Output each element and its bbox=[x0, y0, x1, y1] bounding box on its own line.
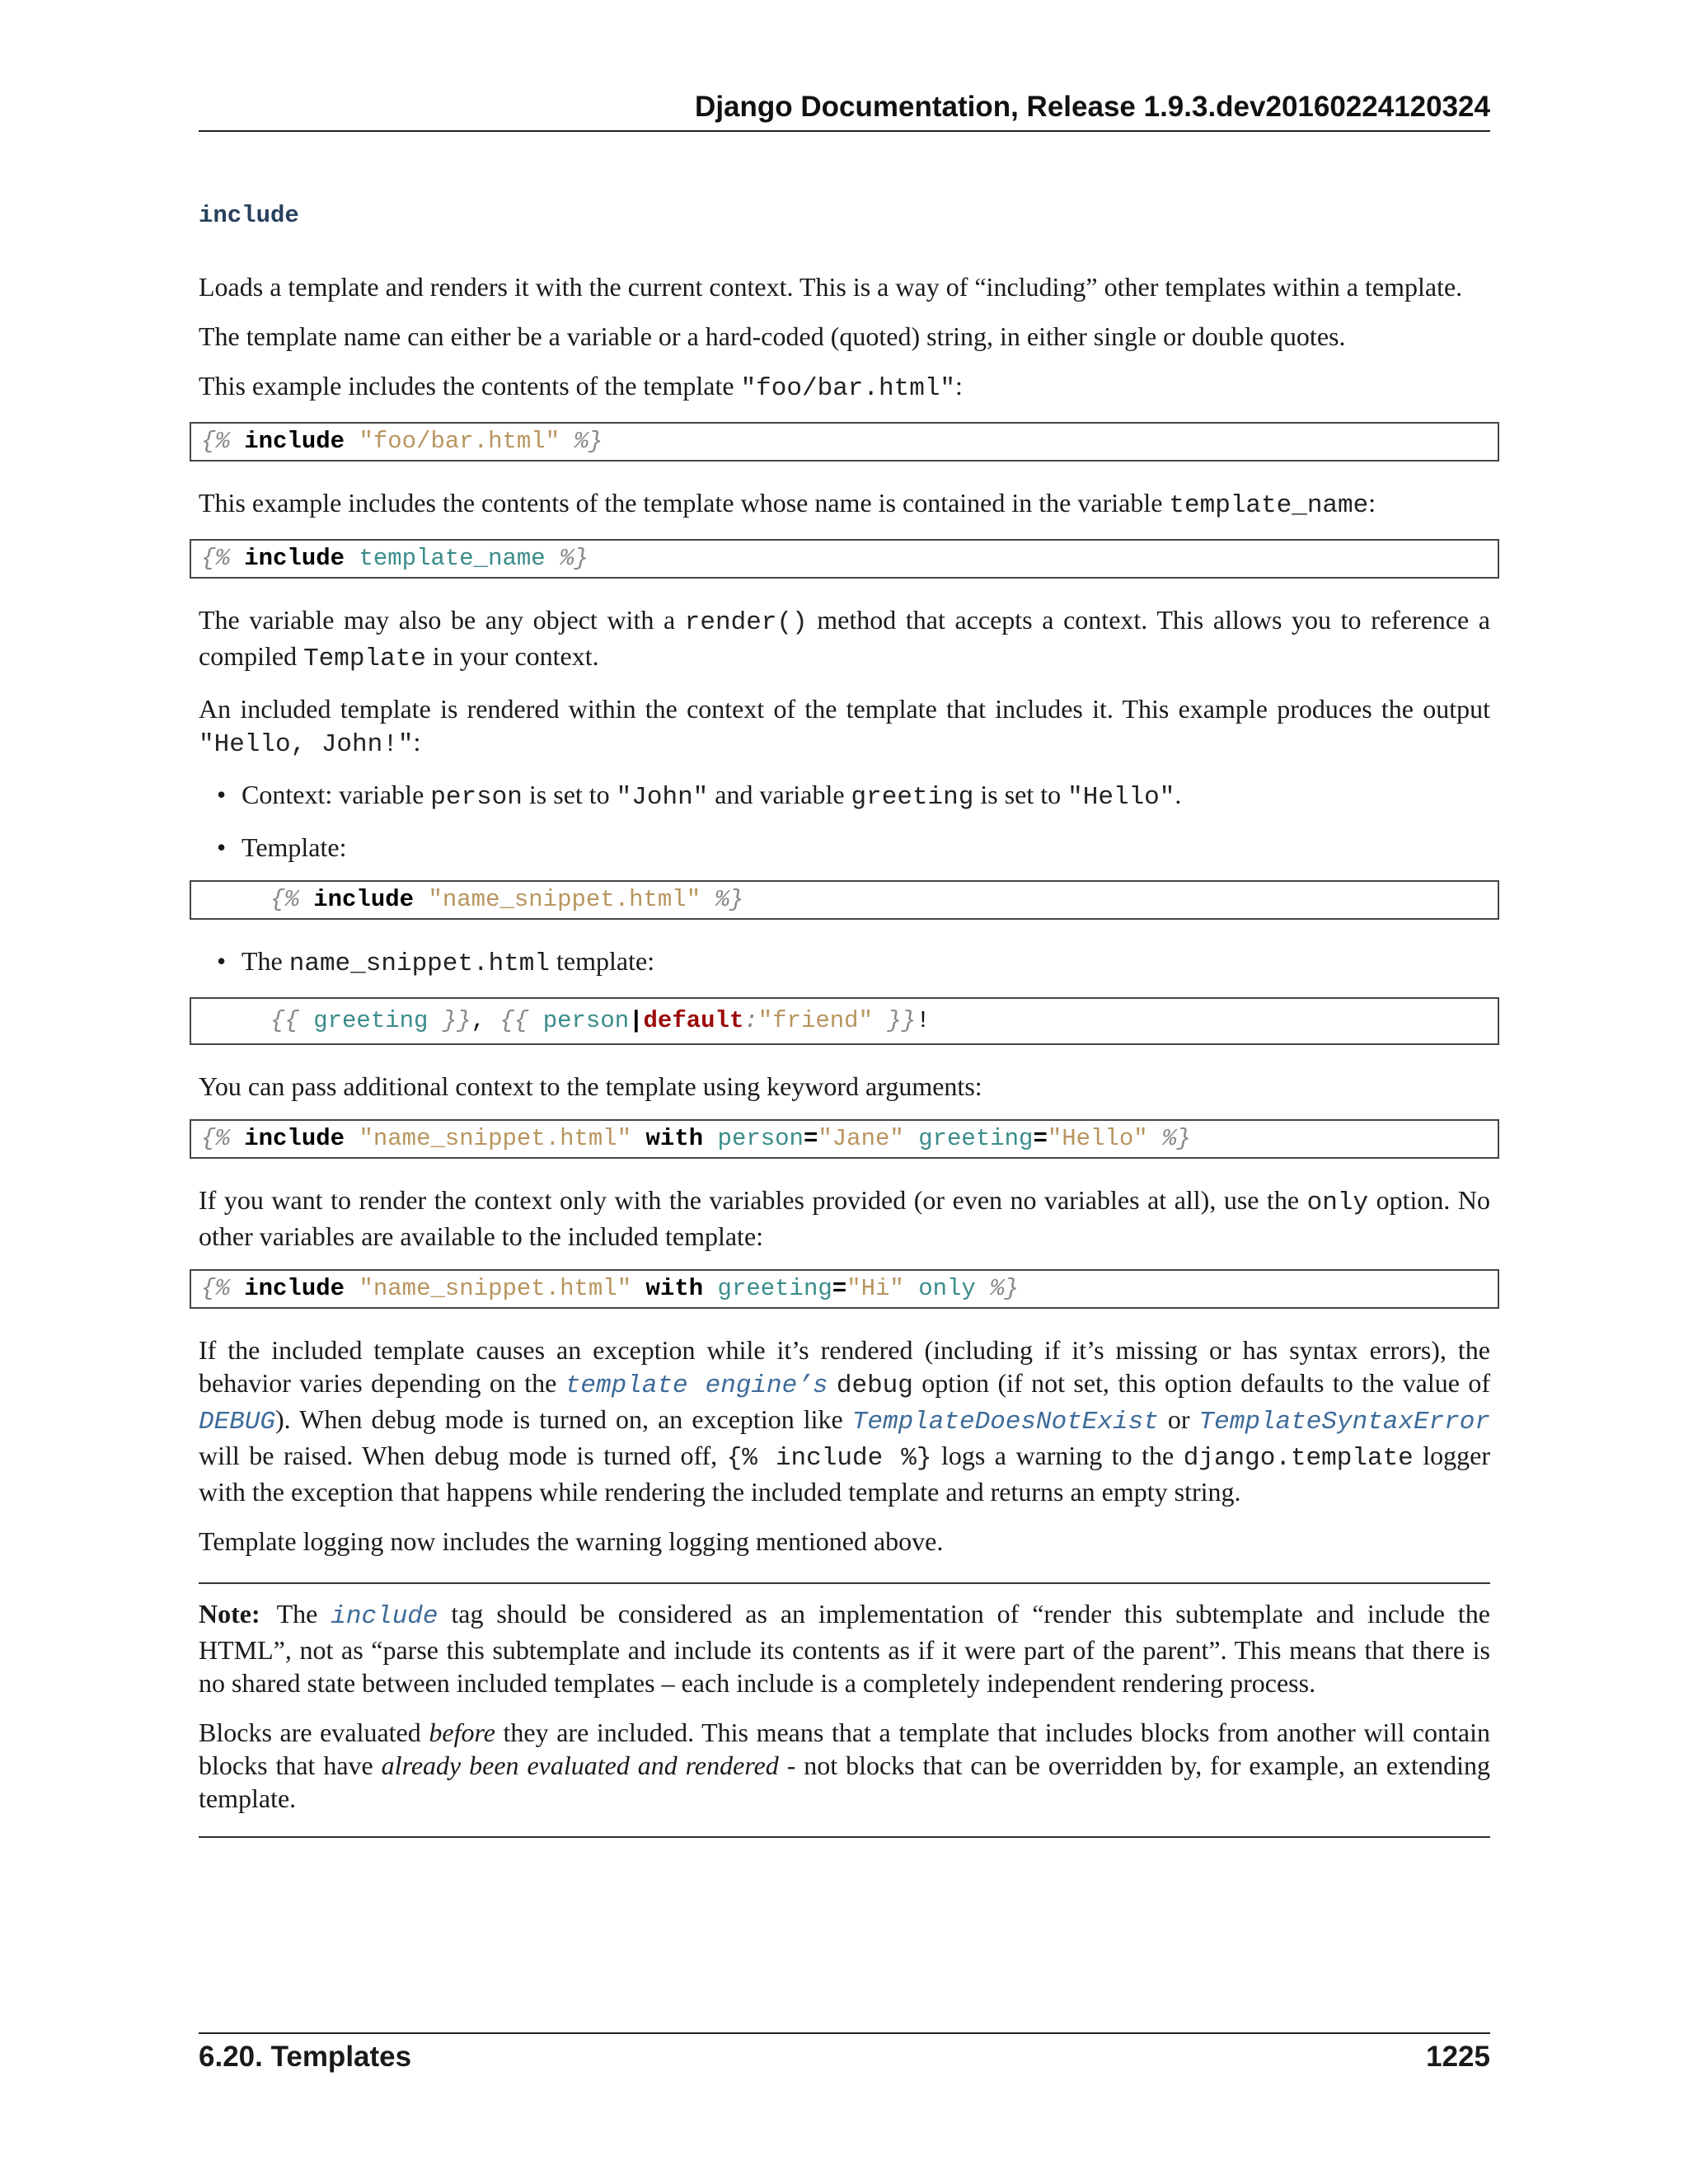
example-paragraph-2: This example includes the contents of the template whose name is contained in the variable template_name: bbox=[199, 488, 1376, 520]
footer-section: 6.20. Templates bbox=[199, 2041, 412, 2073]
code-block-3: {% include "name_snippet.html" %} bbox=[190, 880, 1499, 920]
inline-code: render() bbox=[684, 608, 808, 637]
main-content bbox=[199, 202, 1490, 1838]
only-option-paragraph: If you want to render the context only with the variables provided (or even no variables at all), use the only option. No other variables are available to the included template: bbox=[199, 1185, 1491, 1251]
note-paragraph-1: Note: The include tag should be considered as an implementation of “render this subtemplate and include the HTML”, not as “parse this subtemplate and include its contents as if it were part of the parent”. This means that there is no shared state between included templates – each include is a completely independent rendering process. bbox=[199, 1599, 1491, 1698]
context-paragraph: An included template is rendered within the context of the template that includes it. This example produces the output "Hello, John!": bbox=[199, 694, 1490, 759]
debug-setting-link[interactable]: DEBUG bbox=[199, 1408, 276, 1436]
code-block-5: {% include "name_snippet.html" with person="Jane" greeting="Hello" %} bbox=[190, 1119, 1499, 1159]
code-block-6: {% include "name_snippet.html" with greeting="Hi" only %} bbox=[190, 1269, 1499, 1309]
footer-divider bbox=[199, 2032, 1490, 2034]
logging-paragraph: Template logging now includes the warning logging mentioned above. bbox=[199, 1526, 944, 1556]
page-number: 1225 bbox=[1426, 2041, 1490, 2073]
snippet-bullet-list bbox=[199, 944, 1490, 981]
inline-code: only bbox=[1306, 1188, 1369, 1217]
inline-code: Template bbox=[303, 644, 426, 673]
example-bullet-list bbox=[199, 778, 1490, 864]
code-block-4: {{ greeting }}, {{ person|default:"friend" }}! bbox=[190, 997, 1499, 1045]
inline-code: template_name bbox=[1169, 491, 1369, 520]
list-item: • The name_snippet.html template: bbox=[217, 946, 655, 978]
header-divider bbox=[199, 130, 1490, 132]
keyword-args-paragraph: You can pass additional context to the template using keyword arguments: bbox=[199, 1071, 982, 1101]
template-engine-link[interactable]: template engine’s bbox=[565, 1371, 828, 1400]
list-item: • Context: variable person is set to "John" and variable greeting is set to "Hello". bbox=[217, 780, 1182, 812]
template-syntax-error-link[interactable]: TemplateSyntaxError bbox=[1198, 1408, 1491, 1436]
section-heading: include bbox=[199, 202, 299, 229]
template-name-paragraph: The template name can either be a variable or a hard-coded (quoted) string, in either single or double quotes. bbox=[199, 321, 1346, 351]
intro-paragraph: Loads a template and renders it with the current context. This is a way of “including” other templates within a template. bbox=[199, 272, 1463, 302]
note-paragraph-2: Blocks are evaluated before they are included. This means that a template that includes blocks from another will contain blocks that have already been evaluated and rendered - not blocks that can be overridden by, for example, an extending template. bbox=[199, 1718, 1491, 1813]
example-paragraph-1: This example includes the contents of the template "foo/bar.html": bbox=[199, 371, 963, 403]
page-footer bbox=[199, 2041, 1490, 2074]
page-header: Django Documentation, Release 1.9.3.dev20160224120324 bbox=[695, 91, 1490, 123]
inline-code: "Hello, John!" bbox=[199, 730, 414, 759]
template-does-not-exist-link[interactable]: TemplateDoesNotExist bbox=[851, 1408, 1159, 1436]
note-label: Note: bbox=[199, 1599, 260, 1629]
code-block-1: {% include "foo/bar.html" %} bbox=[190, 422, 1499, 462]
exception-paragraph: If the included template causes an exception while it’s rendered (including if it’s missing or has syntax errors), the behavior varies depending on the template engine’s debug option (if not set, this option defaults to the value of DEBUG). When debug mode is turned on, an exception like TemplateDoesNotExist or TemplateSyntaxError will be raised. When debug mode is turned off, {% include %} logs a warning to the django.template logger with the exception that happens while rendering the included template and returns an empty string. bbox=[199, 1335, 1491, 1507]
note-box bbox=[199, 1582, 1490, 1838]
code-block-2: {% include template_name %} bbox=[190, 539, 1499, 579]
inline-code: "foo/bar.html" bbox=[740, 374, 956, 403]
list-item: • Template: bbox=[217, 832, 347, 862]
render-object-paragraph: The variable may also be any object with a render() method that accepts a context. This allows you to reference a compiled Template in your context. bbox=[199, 605, 1491, 673]
include-tag-link[interactable]: include bbox=[331, 1602, 438, 1631]
